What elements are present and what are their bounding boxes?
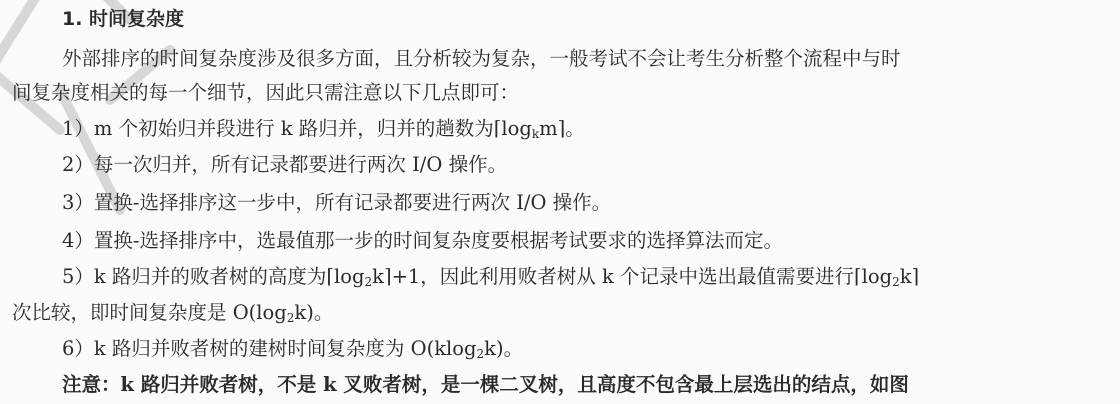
list-item-6 <box>62 336 1120 362</box>
list-item-5 <box>62 264 1120 290</box>
item-5-subscript-1: 2 <box>364 275 373 289</box>
item-6-text-a: 6）k 路归并败者树的建树时间复杂度为 O(klog <box>62 337 477 360</box>
list-item-1 <box>62 116 1120 142</box>
intro-line-2: 间复杂度相关的每一个细节，因此只需注意以下几点即可： <box>12 81 520 104</box>
intro-line-1: 外部排序的时间复杂度涉及很多方面，且分析较为复杂，一般考试不会让考生分析整个流程中与时 <box>62 47 901 70</box>
item-5-subscript-2: 2 <box>892 275 900 289</box>
item-5-text-d: 次比较，即时间复杂度是 O(log <box>12 301 287 324</box>
item-6-text-b: k)。 <box>484 337 524 360</box>
list-item-4: 4）置换-选择排序中，选最值那一步的时间复杂度要根据考试要求的选择算法而定。 <box>62 229 783 252</box>
note-paragraph: 注意：k 路归并败者树，不是 k 叉败者树，是一棵二叉树，且高度不包含最上层选出的结点，如图 <box>62 373 909 396</box>
section-heading: 1. 时间复杂度 <box>62 8 185 30</box>
item-5-text-c: k⌉ <box>899 265 920 288</box>
item-1-text: 1）m 个初始归并段进行 k 路归并，归并的趟数为⌈log <box>62 117 532 140</box>
watermark-graphic <box>0 0 200 220</box>
list-item-2: 2）每一次归并，所有记录都要进行两次 I/O 操作。 <box>62 153 508 176</box>
list-item-3: 3）置换-选择排序这一步中，所有记录都要进行两次 I/O 操作。 <box>62 191 612 214</box>
item-5-text-b: k⌉+1，因此利用败者树从 k 个记录中选出最值需要进行⌈log <box>372 265 893 288</box>
list-item-5-continuation <box>12 300 1120 326</box>
item-5-text-e: k)。 <box>294 301 334 324</box>
item-5-text-a: 5）k 路归并的败者树的高度为⌈log <box>62 265 365 288</box>
item-1-text-end: m⌉。 <box>539 117 585 140</box>
item-1-subscript: k <box>531 127 540 141</box>
item-6-subscript: 2 <box>476 347 485 361</box>
item-5-subscript-3: 2 <box>286 311 295 325</box>
